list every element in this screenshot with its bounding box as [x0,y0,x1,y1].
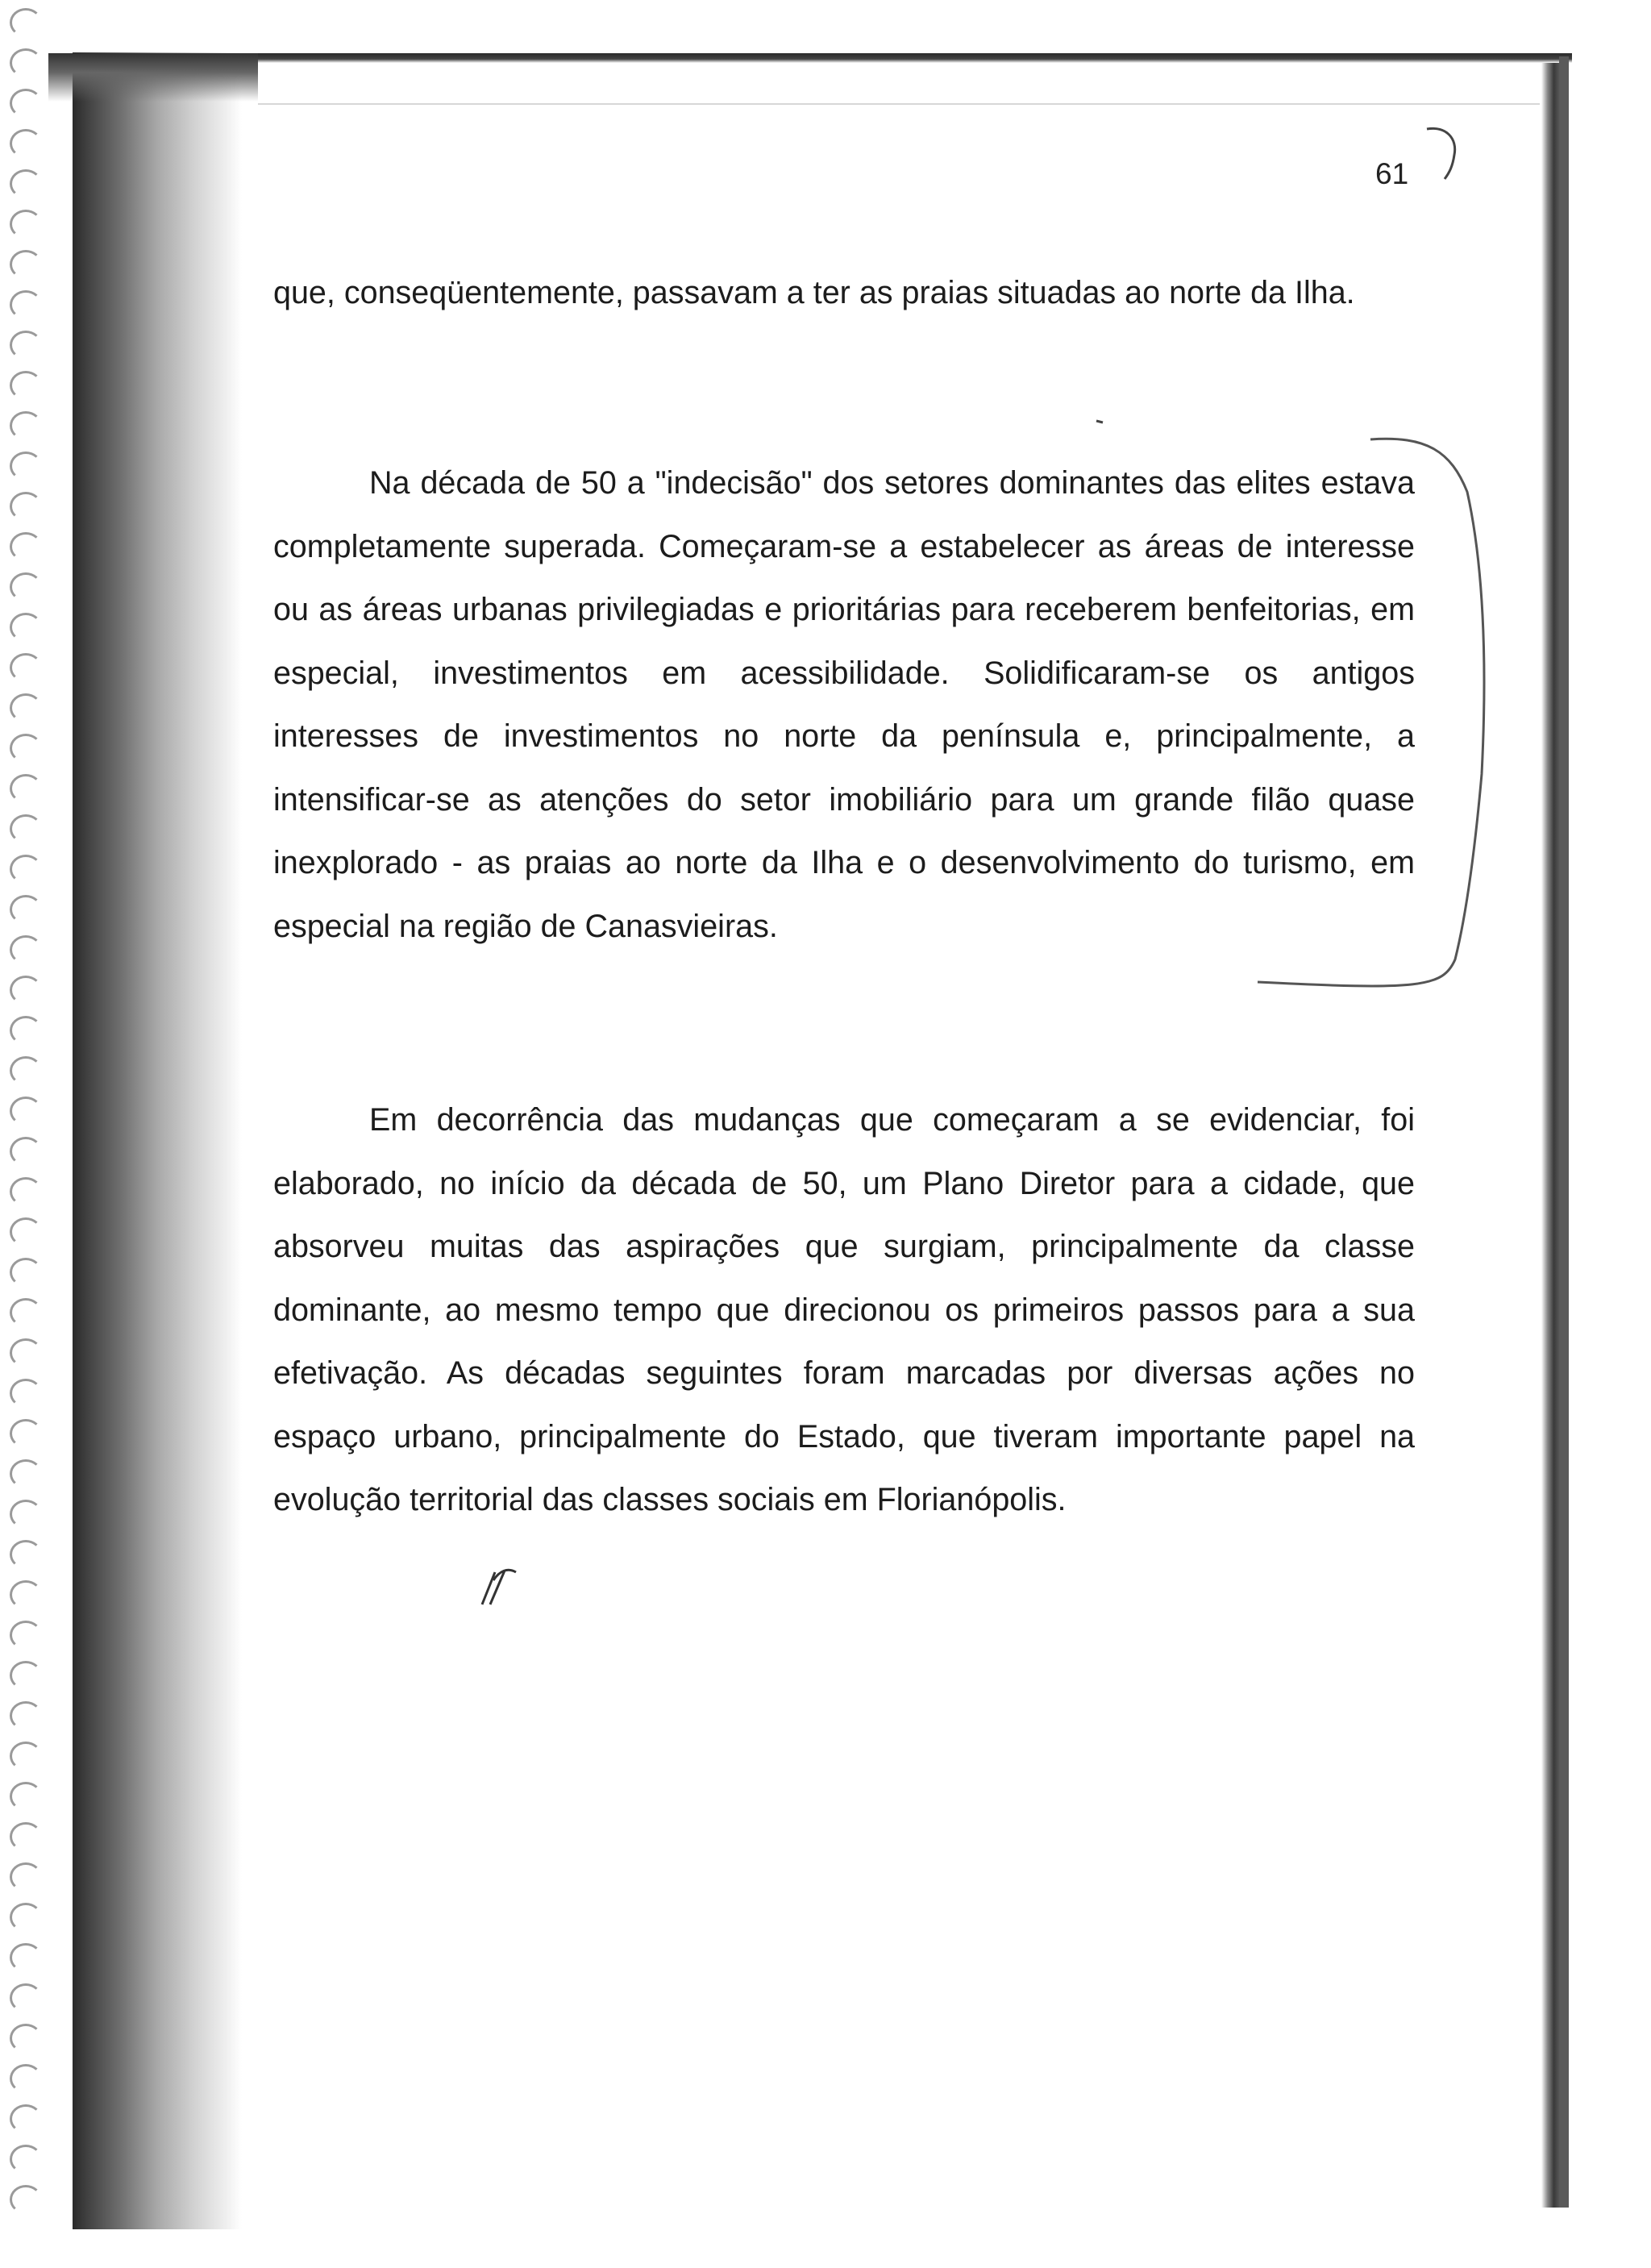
binding-ring [10,1621,42,1650]
binding-ring [10,2024,42,2053]
right-page-shadow [1541,63,1559,2208]
binding-ring [10,129,42,158]
binding-ring [10,8,42,37]
binding-ring [10,1701,42,1730]
binding-ring [10,1137,42,1166]
binding-ring [10,1983,42,2012]
binding-ring [10,89,42,118]
binding-ring [10,1661,42,1690]
spiral-binding [0,0,73,2268]
binding-ring [10,1540,42,1569]
binding-ring [10,734,42,763]
top-page-edge [48,53,1572,63]
page-number-mark [1422,123,1462,187]
binding-ring [10,935,42,964]
binding-ring [10,1338,42,1367]
binding-ring [10,613,42,642]
binding-ring [10,855,42,884]
binding-ring [10,290,42,319]
binding-ring [10,572,42,601]
binding-ring [10,976,42,1005]
binding-ring [10,2104,42,2133]
binding-ring [10,1943,42,1972]
binding-ring [10,250,42,279]
binding-ring [10,210,42,239]
binding-ring [10,169,42,198]
binding-ring [10,1056,42,1085]
binding-ring [10,1217,42,1246]
binding-ring [10,1742,42,1771]
binding-ring [10,2145,42,2174]
binding-ring [10,693,42,722]
end-mark [482,1570,516,1604]
binding-ring [10,1097,42,1126]
binding-ring [10,331,42,360]
top-rule [258,103,1540,105]
paragraph-1: que, conseqüentemente, passavam a ter as praias situadas ao norte da Ilha. [273,275,1355,310]
binding-ring [10,895,42,924]
binding-ring [10,48,42,77]
binding-ring [10,1782,42,1811]
binding-ring [10,1580,42,1609]
binding-ring [10,1419,42,1448]
binding-ring [10,532,42,561]
binding-ring [10,1016,42,1045]
binding-ring [10,2185,42,2214]
binding-ring [10,492,42,521]
binding-ring [10,814,42,843]
binding-ring [10,452,42,481]
right-page-edge [1559,56,1569,2208]
paragraph-2: Na década de 50 a "indecisão" dos setores dominantes das elites estava completamente superada. Começaram-se a estabelecer as áreas de interesse ou as áreas urbanas privilegiadas e prioritárias para receberem benfeitorias, em especial, investimentos em acessibilidade. Solidificaram-se os antigos interesses de investimentos no norte da península e, principalmente, a intensificar-se as atenções do setor imobiliário para um grande filão quase inexplorado - as praias ao norte da Ilha e o desenvolvimento do turismo, em especial na região de Canasvieiras. [273,465,1415,944]
binding-ring [10,1379,42,1408]
binding-ring [10,1459,42,1488]
binding-ring [10,2064,42,2093]
stray-dot [1096,421,1103,422]
binding-ring [10,1298,42,1327]
page-number: 61 [1375,157,1409,190]
binding-ring [10,1862,42,1891]
binding-ring [10,1500,42,1529]
binding-ring [10,774,42,803]
binding-ring [10,1177,42,1206]
binding-ring [10,1822,42,1851]
top-left-shadow [48,53,258,102]
binding-ring [10,1903,42,1932]
binding-ring [10,1258,42,1287]
binding-shadow [73,52,242,2229]
binding-ring [10,371,42,400]
binding-ring [10,411,42,440]
binding-ring [10,653,42,682]
paragraph-3: Em decorrência das mudanças que começaram a se evidenciar, foi elaborado, no início da década de 50, um Plano Diretor para a cidade, que absorveu muitas das aspirações que surgiam, principalmente da classe dominante, ao mesmo tempo que direcionou os primeiros passos para a sua efetivação. As décadas seguintes foram marcadas por diversas ações no espaço urbano, principalmente do Estado, que tiveram importante papel na evolução territorial das classes sociais em Florianópolis. [273,1102,1415,1517]
